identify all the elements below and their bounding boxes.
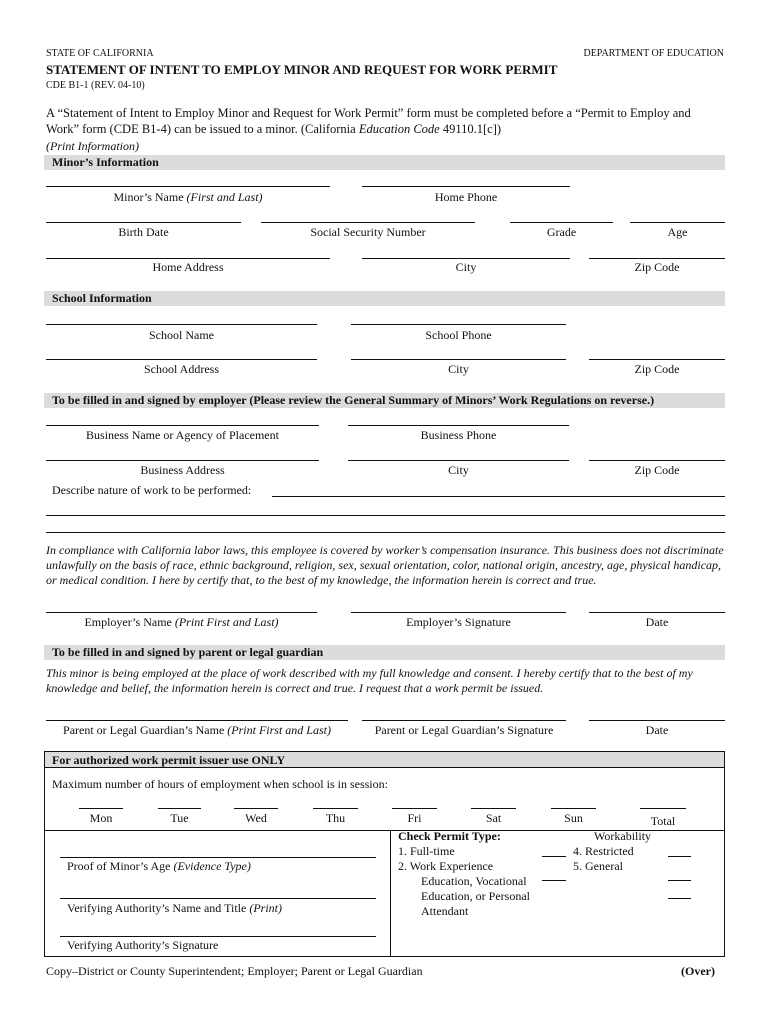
issuer-vertical-divider (390, 830, 391, 957)
minor-name-label: Minor’s Name (First and Last) (113, 190, 263, 204)
ssn-label: Social Security Number (310, 225, 426, 239)
verifier-name-field[interactable] (60, 898, 376, 899)
permit-work-experience-check[interactable] (542, 880, 566, 881)
permit-general-check[interactable] (668, 898, 691, 899)
ssn-field[interactable] (261, 222, 475, 223)
school-zip-field[interactable] (589, 359, 725, 360)
state-label: STATE OF CALIFORNIA (46, 48, 154, 59)
day-tue: Tue (170, 811, 189, 825)
birth-date-label: Birth Date (118, 225, 169, 239)
permit-workability-check[interactable] (668, 856, 691, 857)
school-phone-field[interactable] (351, 324, 566, 325)
verifier-signature-field[interactable] (60, 936, 376, 937)
school-city-label: City (448, 362, 469, 376)
mon-hours-field[interactable] (79, 808, 123, 809)
check-permit-type-label: Check Permit Type: (398, 829, 501, 843)
school-section-heading: School Information (44, 291, 725, 306)
employer-signature-field[interactable] (351, 612, 566, 613)
form-number: CDE B1-1 (REV. 04-10) (46, 80, 145, 91)
home-phone-field[interactable] (362, 186, 570, 187)
employer-signature-label: Employer’s Signature (406, 615, 511, 629)
verifier-name-label: Verifying Authority’s Name and Title (Print) (67, 901, 282, 915)
verifier-signature-label: Verifying Authority’s Signature (67, 938, 219, 952)
business-address-label: Business Address (140, 463, 225, 477)
permit-general-label: 5. General (573, 859, 623, 873)
business-phone-field[interactable] (348, 425, 569, 426)
employer-name-label: Employer’s Name (Print First and Last) (84, 615, 279, 629)
employer-date-label: Date (645, 615, 669, 629)
guardian-statement: This minor is being employed at the place of work described with my full knowledge and consent. I hereby certify that to the best of my knowledge and belief, the information herein is correct and true. I request that a work permit be issued. (46, 666, 693, 695)
print-info-note: (Print Information) (46, 139, 139, 153)
business-name-label: Business Name or Agency of Placement (86, 428, 279, 442)
school-name-field[interactable] (46, 324, 317, 325)
thu-hours-field[interactable] (313, 808, 358, 809)
education-code-ref: Education Code (358, 122, 440, 136)
minor-section-heading: Minor’s Information (44, 155, 725, 170)
permit-fulltime-check[interactable] (542, 856, 566, 857)
form-title: STATEMENT OF INTENT TO EMPLOY MINOR AND REQUEST FOR WORK PERMIT (46, 62, 558, 77)
age-label: Age (667, 225, 688, 239)
guardian-name-field[interactable] (46, 720, 348, 721)
day-mon: Mon (89, 811, 113, 825)
minor-name-field[interactable] (46, 186, 330, 187)
guardian-section-heading: To be filled in and signed by parent or legal guardian (44, 645, 725, 660)
minor-city-label: City (455, 260, 477, 274)
day-total: Total (650, 814, 676, 828)
school-name-label: School Name (149, 328, 214, 342)
day-wed: Wed (245, 811, 267, 825)
guardian-date-label: Date (645, 723, 669, 737)
permit-work-experience-label: 2. Work Experience (398, 859, 494, 873)
guardian-signature-field[interactable] (362, 720, 566, 721)
day-fri: Fri (407, 811, 422, 825)
sun-hours-field[interactable] (551, 808, 596, 809)
employer-section-heading: To be filled in and signed by employer (Please review the General Summary of Minors’ Work Regulations on reverse.) (44, 393, 725, 408)
describe-work-label: Describe nature of work to be performed: (52, 483, 252, 497)
grade-field[interactable] (510, 222, 613, 223)
day-sun: Sun (564, 811, 583, 825)
employer-date-field[interactable] (589, 612, 725, 613)
describe-work-field-2[interactable] (46, 515, 725, 516)
minor-zip-field[interactable] (589, 258, 725, 259)
proof-age-label: Proof of Minor’s Age (Evidence Type) (67, 859, 251, 873)
grade-label: Grade (546, 225, 577, 239)
fri-hours-field[interactable] (392, 808, 437, 809)
home-address-label: Home Address (152, 260, 224, 274)
total-hours-field[interactable] (640, 808, 686, 809)
employer-name-field[interactable] (46, 612, 317, 613)
minor-zip-label: Zip Code (634, 260, 680, 274)
permit-personal-label: Education, or Personal (421, 889, 530, 903)
home-address-field[interactable] (46, 258, 330, 259)
day-thu: Thu (325, 811, 346, 825)
permit-restricted-label: 4. Restricted (573, 844, 634, 858)
business-city-label: City (448, 463, 469, 477)
describe-work-field-1[interactable] (272, 496, 725, 497)
guardian-signature-label: Parent or Legal Guardian’s Signature (374, 723, 554, 737)
permit-vocational-label: Education, Vocational (421, 874, 527, 888)
proof-age-field[interactable] (60, 857, 376, 858)
guardian-date-field[interactable] (589, 720, 725, 721)
business-address-field[interactable] (46, 460, 319, 461)
home-phone-label: Home Phone (434, 190, 498, 204)
copy-distribution: Copy–District or County Superintendent; Employer; Parent or Legal Guardian (46, 964, 423, 978)
permit-restricted-check[interactable] (668, 880, 691, 881)
school-city-field[interactable] (351, 359, 566, 360)
permit-attendant-label: Attendant (421, 904, 469, 918)
school-zip-label: Zip Code (634, 362, 680, 376)
guardian-name-label: Parent or Legal Guardian’s Name (Print First and Last) (63, 723, 331, 737)
school-phone-label: School Phone (425, 328, 492, 342)
max-hours-label: Maximum number of hours of employment when school is in session: (52, 777, 388, 791)
workability-label: Workability (594, 829, 652, 843)
department-label: DEPARTMENT OF EDUCATION (583, 48, 724, 59)
business-zip-label: Zip Code (634, 463, 680, 477)
business-city-field[interactable] (348, 460, 569, 461)
business-phone-label: Business Phone (420, 428, 497, 442)
business-zip-field[interactable] (589, 460, 725, 461)
sat-hours-field[interactable] (471, 808, 516, 809)
describe-work-field-3[interactable] (46, 532, 725, 533)
minor-city-field[interactable] (362, 258, 570, 259)
business-name-field[interactable] (46, 425, 319, 426)
school-address-field[interactable] (46, 359, 317, 360)
day-sat: Sat (485, 811, 502, 825)
birth-date-field[interactable] (46, 222, 241, 223)
intro-paragraph: A “Statement of Intent to Employ Minor and Request for Work Permit” form must be completed before a “Permit to Employ and Work” form (CDE B1-4) can be issued to a minor. (California Education Code 49110.1[c]) (46, 106, 691, 136)
wed-hours-field[interactable] (234, 808, 278, 809)
tue-hours-field[interactable] (158, 808, 201, 809)
compliance-statement: In compliance with California labor laws, this employee is covered by worker’s compensation insurance. This business does not discriminate unlawfully on the basis of race, ethnic background, religion, sex, sexual orientation, color, national origin, ancestry, age, physical handicap, or medical condition. I here by certify that, to the best of my knowledge, the information herein is correct and true. (46, 543, 724, 587)
age-field[interactable] (630, 222, 725, 223)
over-note: (Over) (681, 964, 715, 978)
permit-fulltime-label: 1. Full-time (398, 844, 455, 858)
school-address-label: School Address (144, 362, 219, 376)
issuer-heading: For authorized work permit issuer use ONLY (45, 752, 724, 768)
